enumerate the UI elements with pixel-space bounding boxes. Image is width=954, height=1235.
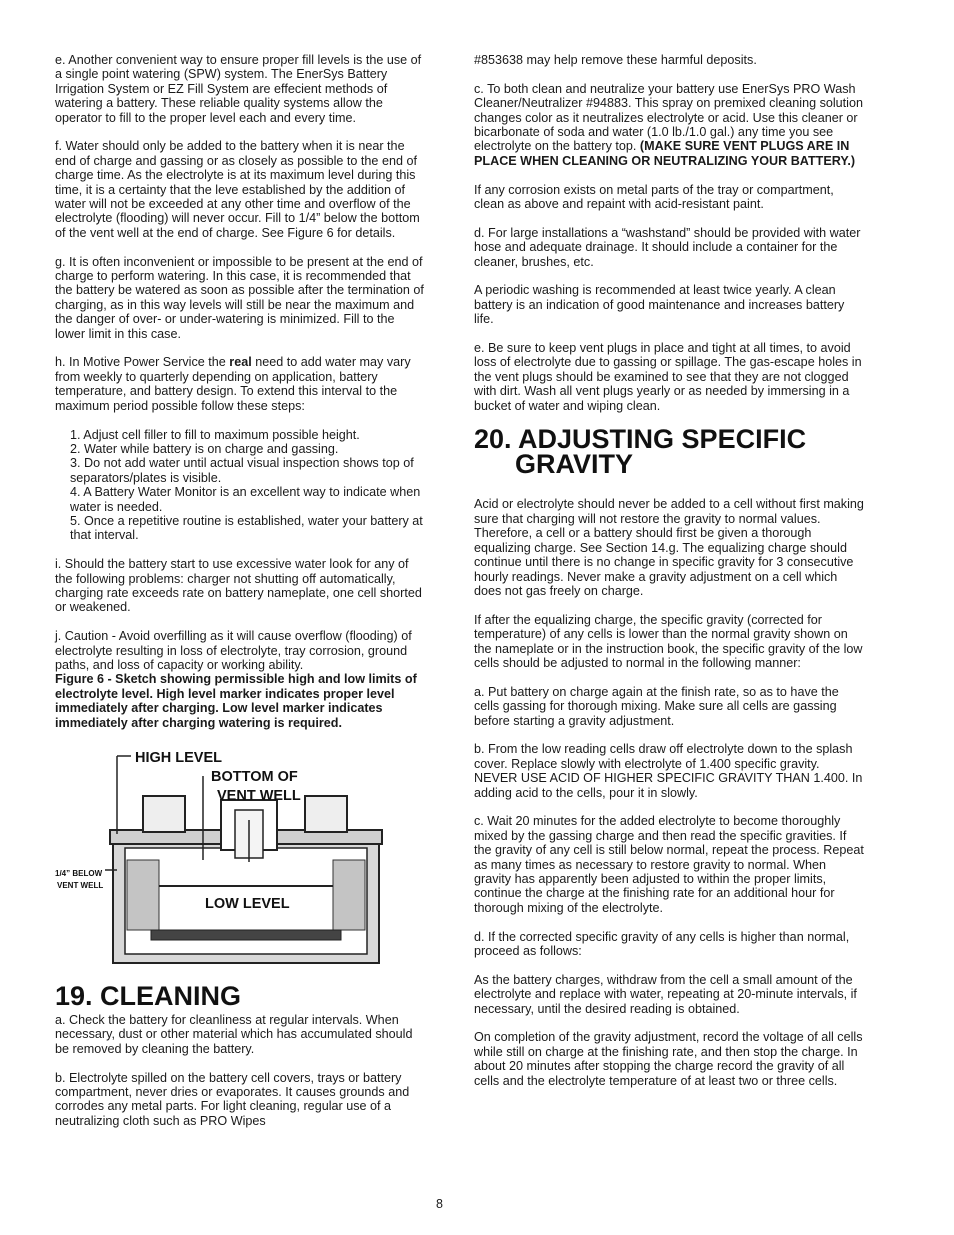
adjust-if-paragraph: If after the equalizing charge, the specific gravity (corrected for temperature) of any cells is lower than the normal gravity shown on the nameplate or in the instruction book, the specific gravity of the low cells should be adjusted to normal in the following manner: [474,612,863,670]
cleaning-paragraph-a: a. Check the battery for cleanliness at regular intervals. When necessary, dust or other material which has accumulated should be removed by cleaning the battery. [55,1013,413,1056]
list-item: 1. Adjust cell filler to fill to maximum possible height. [70,427,360,442]
figure-6-caption: Figure 6 - Sketch showing permissible high and low limits of electrolyte level. High level marker indicates proper level immediately after charging. Low level marker indicates immediately after charging watering is required. [55,672,417,730]
quarter-inch-below-label-line2: VENT WELL [57,881,104,890]
adjust-intro-paragraph: Acid or electrolyte should never be added to a cell without first making sure that charging will not restore the gravity to normal values. Therefore, a cell or a battery should first be given a thorough equalizing charge. See Section 14.g. The equalizing charge should continue until there is no change in specific gravity for 3 consecutive hourly readings. Never make a gravity adjustment on a cell which does not gas freely on charge. [474,497,864,598]
section-20-heading [474,424,864,480]
bottom-of-vent-well-label-line1: BOTTOM OF [211,769,298,785]
paragraph-g-after-charge: g. It is often inconvenient or impossible to be present at the end of charge to perform watering. In this case, it is recommended that the battery be watered as soon as possible after the termination of charging, as in this way levels will still be near the maximum and the danger of over- or under-watering is minimized. Fill to the lower limit in this case. [55,254,424,341]
periodic-washing-paragraph: A periodic washing is recommended at least twice yearly. A clean battery is an indication of good maintenance and increases battery life. [474,283,845,327]
paragraph-e-spw-system: e. Another convenient way to ensure proper fill levels is the use of a single point watering (SPW) system. The EnerSys Battery Irrigation System or EZ Fill System are effecient methods of watering a battery. These reliable quality systems allow the operator to fill to the proper level each and every time. [55,53,422,125]
paragraph-h-motive-power [55,355,427,413]
adjust-paragraph-d: d. If the corrected specific gravity of any cells is higher than normal, proceed as follows: [474,929,850,958]
adjust-paragraph-c: c. Wait 20 minutes for the added electrolyte to become thoroughly mixed by the gassing charge and then read the specific gravities. If the gravity of any cell is still below normal, repeat the process. Repeat as many times as necessary to restore gravity to normal. When gravity has apparently been adjusted to within the proper limits, continue the charge at the finishing rate for an additional hour for thorough mixing of the electrolyte. [474,814,864,915]
adjust-completion-paragraph: On completion of the gravity adjustment, record the voltage of all cells while still on charge at the finishing rate, and then stop the charge. In about 20 minutes after stopping the charge record the gravity of all cells and the electrolyte temperature of at least two or three cells. [474,1030,863,1088]
adjust-paragraph-b: b. From the low reading cells draw off electrolyte down to the splash cover. Replace slowly with electrolyte of 1.400 specific gravity. NEVER USE ACID OF HIGHER SPECIFIC GRAVITY THAN 1.400. In adding acid to the cells, pour it in slowly. [474,742,863,800]
section-19-heading: 19. CLEANING [55,981,242,1011]
high-level-label: HIGH LEVEL [135,750,223,766]
cleaning-paragraph-d: d. For large installations a “washstand” should be provided with water hose and adequate drainage. It should include a container for the cleaner, brushes, etc. [474,225,861,269]
figure-6-sketch [55,750,395,978]
paragraph-h-text-end: need to add water may vary from weekly to quarterly depending on application, battery temperature, and battery design. To extend this interval to the maximum period possible follow these steps: [55,355,411,413]
list-item: 2. Water while battery is on charge and gassing. [70,441,339,456]
list-item: 4. A Battery Water Monitor is an excellent way to indicate when water is needed. [70,485,421,514]
left-column [55,53,427,1143]
adjust-as-paragraph: As the battery charges, withdraw from the cell a small amount of the electrolyte and replace with water, repeating at 20-minute intervals, if necessary, until the desired reading is obtained. [474,972,857,1016]
section-20-heading-line2: GRAVITY [515,449,634,480]
corrosion-paragraph: If any corrosion exists on metal parts of the tray or compartment, clean as above and repaint with acid-resistant paint. [474,182,834,212]
right-column [474,53,864,1102]
paragraph-h-bold-word: real [229,355,252,370]
cleaning-paragraph-e: e. Be sure to keep vent plugs in place and tight at all times, to avoid loss of electrolyte due to gassing or spillage. The gas-escape holes in the vent plugs should be examined to see that they are not clogged with dirt. Wash all vent plugs yearly or as needed by immersing in a bucket of water and wiping clean. [474,341,862,413]
low-level-label: LOW LEVEL [205,896,290,912]
paragraph-f-when-to-water: f. Water should only be added to the battery when it is near the end of charge and gassing or as closely as possible to the end of charge time. As the electrolyte is at its maximum level during this time, it is a certainty that the leve established by the addition of water will not be exceeded at any other time and overflow of the electrolyte (flooding) will never occur. Fill to 1/4” below the bottom of the vent well at the end of charge. See Figure 6 for details. [55,139,420,240]
section-20-heading-line1: 20. ADJUSTING SPECIFIC [474,424,807,455]
paragraph-i-excessive-water: i. Should the battery start to use excessive water look for any of the following problems: charger not shutting off automatically, charging rate exceeds rate on battery nameplate, one cell shorted or weakened. [55,557,422,615]
paragraph-h-text-start: h. In Motive Power Service the [55,355,230,370]
page-number: 8 [436,1197,443,1211]
paragraph-j-caution: j. Caution - Avoid overfilling as it will cause overflow (flooding) of electrolyte resulting in loss of electrolyte, tray corrosion, ground paths, and loss of capacity or working ability. [55,629,412,672]
cleaning-c-warning: (MAKE SURE VENT PLUGS ARE IN PLACE WHEN CLEANING OR NEUTRALIZING YOUR BATTERY.) [474,139,856,168]
bottom-of-vent-well-label-line2: VENT WELL [217,788,301,804]
adjust-paragraph-a: a. Put battery on charge again at the finish rate, so as to have the cells gassing for thorough mixing. Make sure all cells are gassing before starting a gravity adjustment. [474,684,839,728]
quarter-inch-below-label-line1: 1/4” BELOW [55,869,103,878]
watering-steps-list [70,428,427,543]
list-item: 3. Do not add water until actual visual inspection shows top of separators/plates is visible. [70,456,414,485]
electrolyte-level-diagram [55,750,395,978]
cleaning-paragraph-b: b. Electrolyte spilled on the battery cell covers, trays or battery compartment, never dries or evaporates. It causes grounds and corrodes any metal parts. For light cleaning, regular use of a neutralizing cloth such as PRO Wipes [55,1070,410,1128]
cleaning-c-text: c. To both clean and neutralize your battery use EnerSys PRO Wash Cleaner/Neutralizer #94883. This spray on premixed cleaning solution changes color as it neutralizes electrolyte or acid. Use this cleaner or bicarbonate of soda and water (1.0 lb./1.0 gal.) any time you see electrolyte on the battery top. [474,81,863,154]
cleaning-continuation: #853638 may help remove these harmful deposits. [474,53,757,67]
cleaning-paragraph-c [474,82,864,168]
list-item: 5. Once a repetitive routine is established, water your battery at that interval. [70,513,423,543]
